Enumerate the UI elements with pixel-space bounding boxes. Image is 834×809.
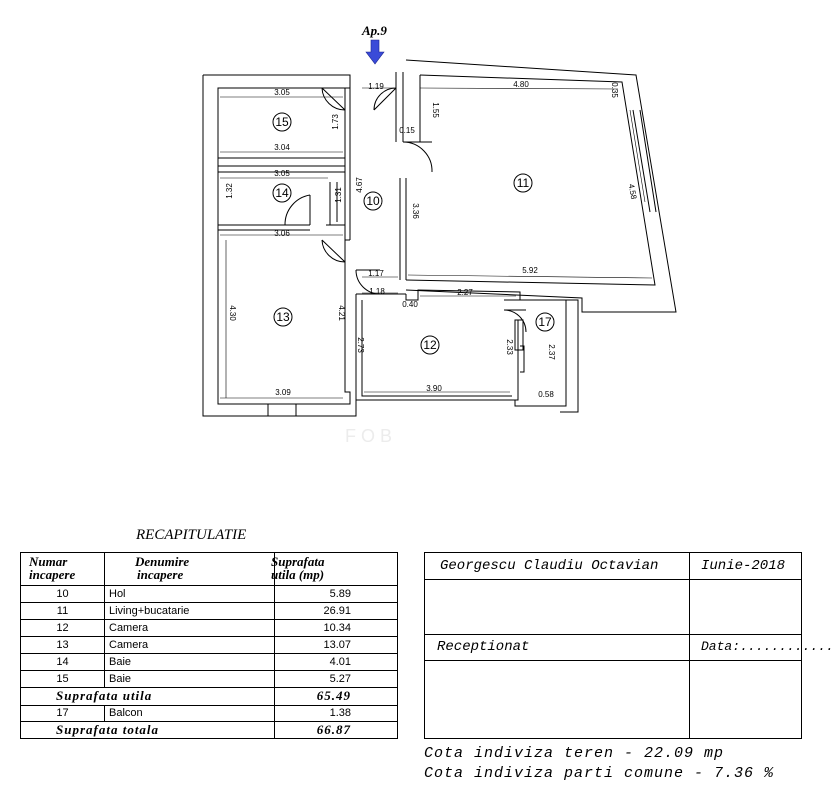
row-num: 17	[56, 707, 69, 719]
row-name: Camera	[109, 621, 149, 634]
dim-label: 3.36	[411, 203, 420, 219]
data-label: Data:............	[701, 639, 834, 654]
dim-label: 4.30	[228, 305, 237, 321]
dim-label: 4.21	[337, 305, 346, 321]
dim-label: 4.80	[513, 80, 529, 89]
header-name-line2: incapere	[137, 567, 184, 582]
dim-label: 0.58	[538, 390, 554, 399]
dim-label: 2.37	[547, 344, 556, 360]
row-num: 11	[56, 604, 69, 617]
wall-hall-right	[396, 72, 406, 280]
recap-title: RECAPITULATIE	[136, 527, 247, 543]
entrance-arrow-icon	[366, 40, 384, 64]
table-row	[21, 585, 397, 602]
date-value: Iunie-2018	[701, 558, 786, 574]
room-number: 15	[275, 115, 289, 129]
row-area: 4.01	[329, 655, 351, 668]
row-area: 5.27	[329, 672, 351, 685]
room-number: 10	[366, 194, 380, 208]
dim-label: 3.90	[426, 384, 442, 393]
row-name: Baie	[109, 655, 132, 668]
dim-label: 1.55	[431, 102, 440, 118]
door-11	[403, 142, 432, 172]
dim-label: 0.40	[402, 300, 418, 309]
header-name-line1: Denumire	[135, 554, 190, 569]
room-number: 13	[276, 310, 290, 324]
dim-label: 0.15	[399, 126, 415, 135]
dim-label: 1.17	[368, 269, 384, 278]
row-num: 14	[56, 655, 69, 668]
table-row	[21, 619, 397, 636]
recap-table	[20, 552, 398, 739]
dim-label: 0.35	[610, 82, 619, 98]
room-number: 12	[423, 338, 437, 352]
header-name	[135, 555, 189, 581]
total-area-label: Suprafata totala	[56, 722, 160, 737]
room-number: 14	[275, 186, 289, 200]
apartment-label: Ap.9	[362, 23, 387, 38]
row-num: 15	[56, 672, 69, 685]
door-entrance	[374, 88, 396, 110]
row-name: Baie	[109, 672, 132, 685]
useful-area-row	[21, 687, 397, 705]
dim-label: 1.32	[225, 183, 234, 199]
received-label: Receptionat	[437, 639, 530, 655]
dim-label: 2.33	[505, 339, 514, 355]
header-area	[271, 555, 324, 581]
table-row	[21, 636, 397, 653]
row-area: 5.89	[329, 587, 351, 600]
row-name: Camera	[109, 638, 149, 651]
header-area-line2: utila (mp)	[271, 567, 325, 582]
dim-label: 1.73	[331, 114, 340, 130]
door-15	[322, 88, 345, 110]
row-name: Balcon	[109, 707, 143, 719]
table-row	[21, 602, 397, 619]
row-area: 10.34	[323, 621, 351, 634]
header-num-line1: Numar	[29, 554, 68, 569]
dim-label: 1.18	[369, 287, 385, 296]
header-area-line1: Suprafata	[271, 554, 325, 569]
row-name: Living+bucatarie	[109, 604, 190, 617]
room-number: 11	[516, 176, 530, 190]
window-13	[268, 404, 296, 416]
room-number: 17	[538, 315, 552, 329]
common-share-note: Cota indiviza parti comune - 7.36 %	[424, 765, 775, 782]
dim-label: 5.92	[522, 266, 538, 275]
wall-15-right	[345, 88, 350, 240]
row-area: 1.38	[329, 707, 351, 719]
door-13	[322, 240, 345, 262]
table-row	[21, 670, 397, 687]
table-row	[21, 653, 397, 670]
dim-label: 3.06	[274, 229, 290, 238]
wall-living-inner	[406, 75, 655, 285]
author-name: Georgescu Claudiu Octavian	[440, 558, 659, 574]
dim-label: 3.04	[274, 143, 290, 152]
row-area: 26.91	[323, 604, 351, 617]
table-row	[21, 705, 397, 721]
dim-label: 3.05	[274, 169, 290, 178]
dim-label: 3.09	[275, 388, 291, 397]
dim-label: 2.73	[356, 337, 365, 353]
dim-label: 4.67	[355, 177, 364, 193]
total-area-row	[21, 721, 397, 739]
header-num	[29, 555, 75, 581]
wall-12-inner	[362, 300, 512, 396]
land-share-note: Cota indiviza teren - 22.09 mp	[424, 745, 725, 762]
row-area: 13.07	[323, 638, 351, 651]
wall-living-bottom	[406, 290, 582, 312]
total-area-value: 66.87	[316, 722, 351, 737]
useful-area-label: Suprafata utila	[56, 688, 153, 703]
watermark: F O B	[345, 426, 393, 446]
dim-label: 1.19	[368, 82, 384, 91]
useful-area-value: 65.49	[316, 688, 351, 703]
dim-label: 3.05	[274, 88, 290, 97]
signature-box	[424, 552, 834, 739]
dim-label: 2.27	[457, 288, 473, 297]
dim-label: 4.58	[626, 183, 639, 201]
row-name: Hol	[109, 587, 126, 600]
dim-label: 1.31	[334, 187, 343, 203]
header-num-line2: incapere	[29, 567, 76, 582]
row-num: 10	[56, 587, 69, 600]
row-num: 13	[56, 638, 69, 651]
row-num: 12	[56, 621, 69, 634]
